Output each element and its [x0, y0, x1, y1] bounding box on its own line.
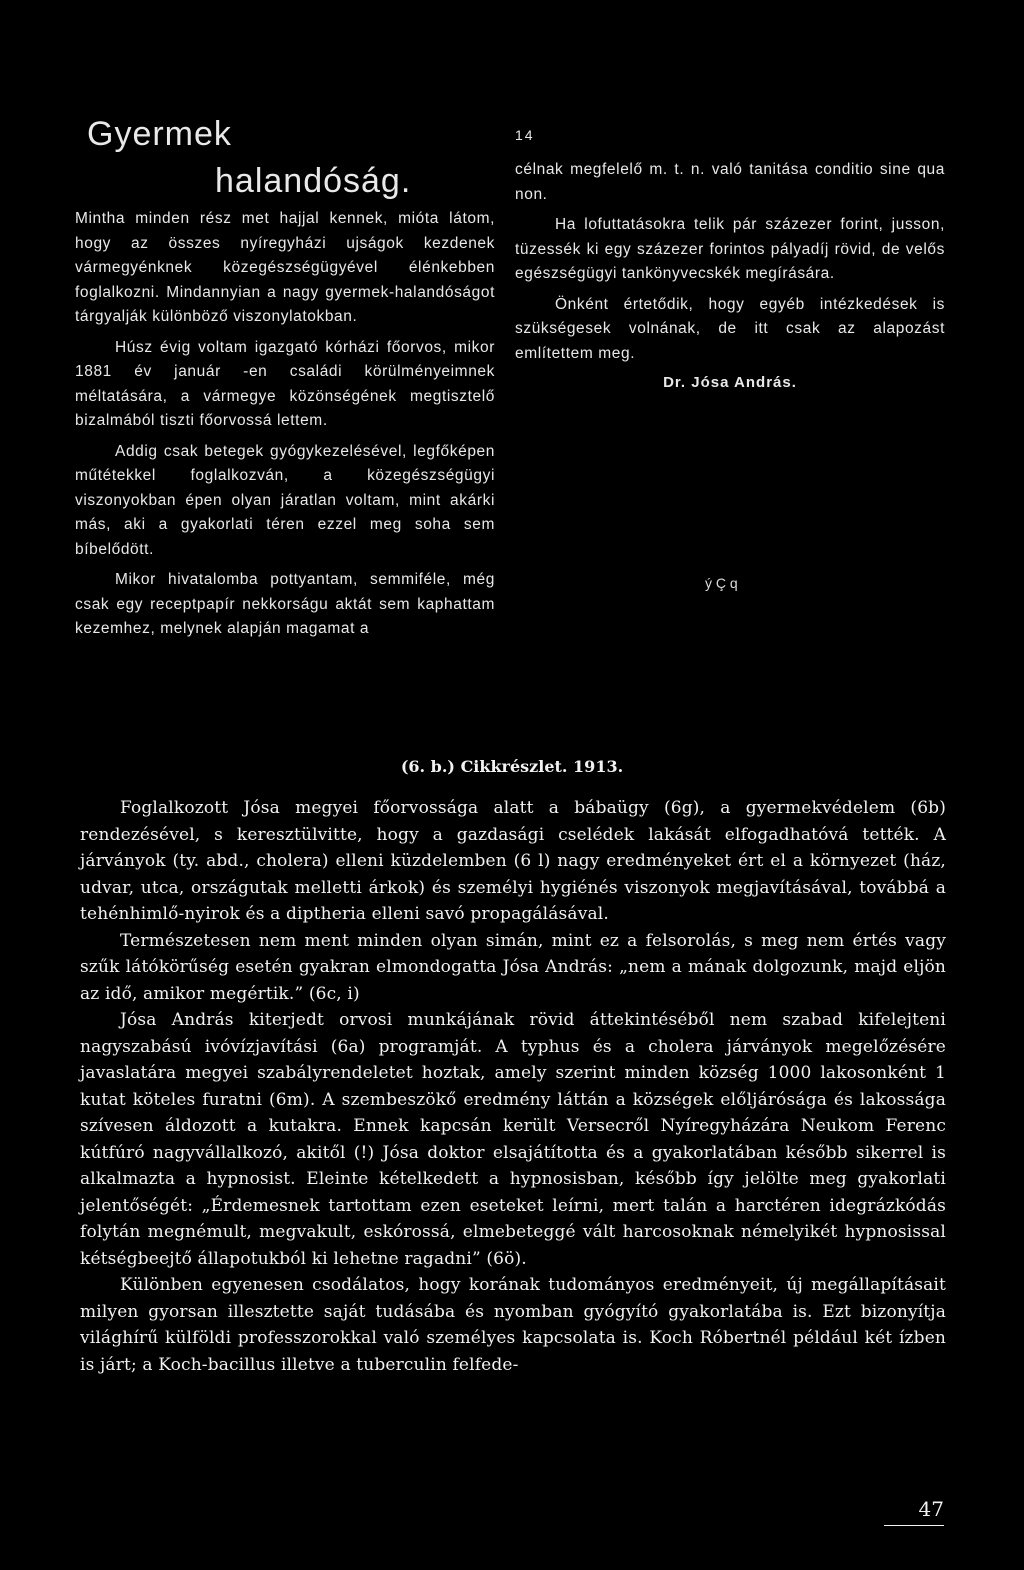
clipping-page-mark: 14 — [515, 127, 535, 143]
figure-caption: (6. b.) Cikkrészlet. 1913. — [400, 757, 624, 776]
clipping-margin-mark: ý Ç q — [705, 575, 738, 591]
clipping-paragraph: Húsz évig voltam igazgató kórházi főorvos, mikor 1881 év január -en családi körülményeimnek méltatására, a vármegye közönségének megtisztelő bizalmából tiszti főorvossá lettem. — [75, 338, 495, 429]
body-paragraph: Különben egyenesen csodálatos, hogy korának tudományos eredményeit, új megállapításait milyen gyorsan illesztette saját tudásába és nyomban gyógyító gyakorlatába is. Ezt bizonyítja világhírű külföldi professzorokkal való személyes kapcsolata is. Koch Róbertnél például két ízben is járt; a Koch-bacillus illetve a tuberculin felfede- — [80, 1275, 946, 1375]
clipping-signature: Dr. Jósa András. — [663, 374, 797, 391]
body-paragraph: Foglalkozott Jósa megyei főorvossága alatt a bábaügy (6g), a gyermekvédelem (6b) rendezésével, s keresztülvitte, hogy a gazdasági cselédek lakását elfogadhatóvá tették. A járványok (ty. abd., cholera) elleni küzdelemben (6 l) nagy eredményeket ért el a környezet (ház, udvar, utca, országutak melletti árkok) és személyi hygiénés viszonyok megjavításával, továbbá a tehénhimlő-nyirok és a diptheria elleni savó propagálásával. — [80, 798, 946, 924]
newspaper-clipping — [75, 95, 955, 715]
body-paragraph: Jósa András kiterjedt orvosi munkájának rövid áttekintéséből nem szabad kifelejteni nagyszabású ivóvízjavítási (6a) programját. A typhus és a cholera járványok megelőzésére javaslatára megyei szabályrendeletet hoztak, amely szerint minden község 1000 lakosonként 1 kutat köteles furatni (6m). A szembeszökő eredmény láttán a községek előljárósága és lakossága szívesen áldozott a kutakra. Ennek kapcsán került Versecről Nyíregyházára Neukom Ferenc kútfúró nagyvállalkozó, akitől (!) Jósa doktor elsajátította és a gyakorlatában később sikerrel is alkalmazta a hypnosist. Eleinte kételkedett a hypnosisban, később így jelölte meg gyakorlati jelentőségét: „Érdemesnek tartottam ezen eseteket leírni, mert talán a harctéren idegrázkódás folytán megnémult, megvakult, eskórossá, elmebeteggé vált harcosoknak némelyikét hypnosissal kétségbeejtő állapotukból ki lehetne ragadni” (6ö). — [80, 1010, 946, 1269]
page-number: 47 — [918, 1497, 944, 1521]
clipping-paragraph: célnak megfelelő m. t. n. való tanitása conditio sine qua non. — [515, 161, 945, 203]
clipping-title-line2: halandóság. — [215, 162, 412, 200]
clipping-left-column — [75, 95, 495, 648]
clipping-right-column — [515, 130, 945, 391]
clipping-paragraph: Önként értetődik, hogy egyéb intézkedések is szükségesek volnának, de itt csak az alapozást említettem meg. — [515, 295, 945, 362]
body-text — [80, 795, 946, 1378]
body-paragraph: Természetesen nem ment minden olyan simán, mint ez a felsorolás, s meg nem értés vagy szűk látókörűség esetén gyakran elmondogatta Jósa András: „nem a mának dolgozunk, majd eljön az idő, amikor megértik.” (6c, i) — [80, 930, 946, 1004]
clipping-paragraph: Ha lofuttatásokra telik pár százezer forint, jusson, tüzessék ki egy százezer forintos pályadíj rövid, de velős egészségügyi tankönyvecskék megírására. — [515, 216, 945, 282]
clipping-paragraph: Addig csak betegek gyógykezelésével, legfőképen műtétekkel foglalkozván, a közegészségügyi viszonyokban épen olyan járatlan voltam, mint akárki más, aki a gyakorlati téren ezzel meg soha sem bíbelődött. — [75, 442, 495, 558]
page-number-rule — [884, 1525, 944, 1526]
clipping-title-line1: Gyermek — [87, 115, 232, 153]
clipping-paragraph: Mintha minden rész met hajjal kennek, mióta látom, hogy az összes nyíregyházi ujságok kezdenek vármegyénknek közegészségügyével élénkebben foglalkozni. Mindannyian a nagy gyermek-halandóságot tárgyalják különböző viszonylatokban. — [75, 210, 495, 325]
clipping-paragraph: Mikor hivatalomba pottyantam, semmiféle, még csak egy receptpapír nekkorságu aktát sem kaphattam kezemhez, melynek alapján magamat a — [75, 571, 495, 637]
